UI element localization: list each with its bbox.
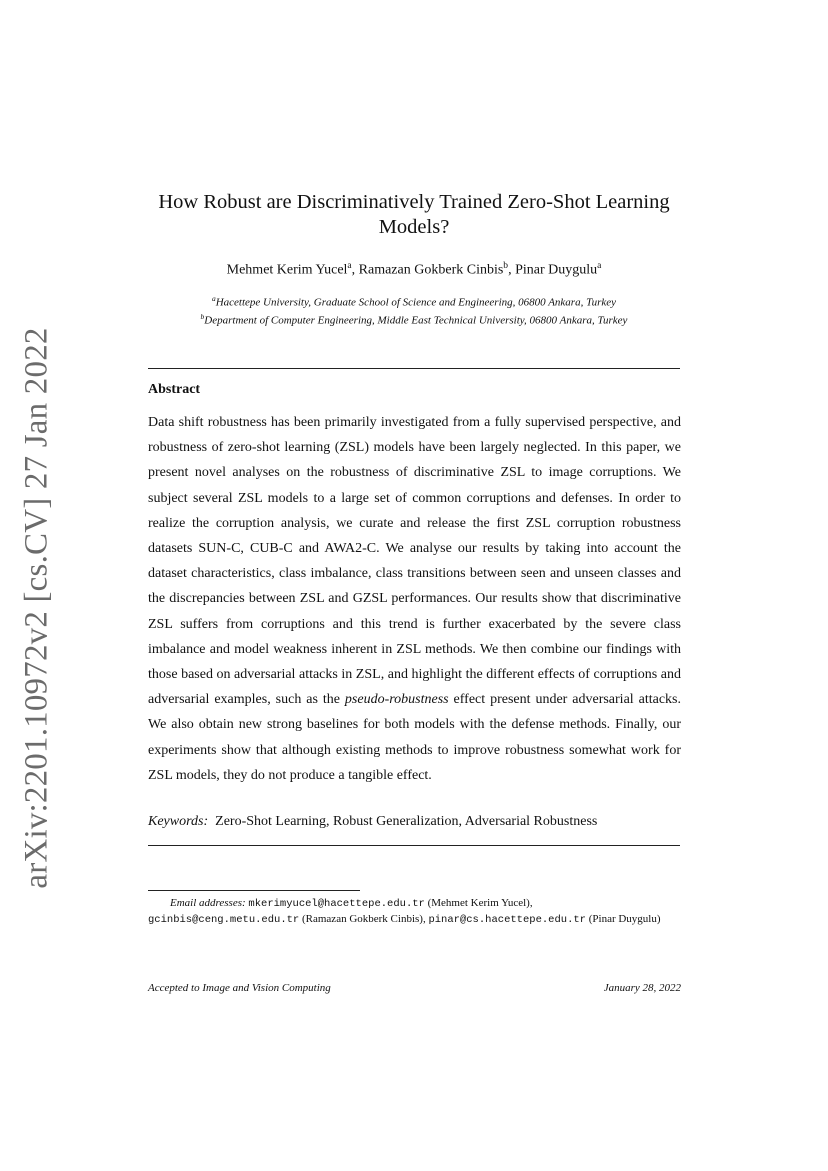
footnote-emails bbox=[148, 896, 681, 927]
keywords-label: Keywords: bbox=[148, 814, 209, 829]
author-separator: , bbox=[351, 262, 359, 278]
affiliation-b bbox=[140, 310, 688, 328]
author-name: Ramazan Gokberk Cinbis bbox=[358, 262, 504, 278]
journal-note: Accepted to Image and Vision Computing bbox=[148, 982, 331, 994]
footnote-line-2 bbox=[148, 912, 681, 928]
affiliation-text: Hacettepe University, Graduate School of Science and Engineering, 06800 Ankara, Turkey bbox=[215, 296, 617, 309]
arxiv-identifier: arXiv:2201.10972v2 [cs.CV] 27 Jan 2022 bbox=[18, 327, 55, 889]
title-line-2: Models? bbox=[378, 216, 450, 238]
email-link[interactable]: mkerimyucel@hacettepe.edu.tr bbox=[248, 898, 425, 910]
author-name: Mehmet Kerim Yucel bbox=[226, 262, 348, 278]
author-separator: , bbox=[508, 262, 516, 278]
abstract-part-2: effect present under adversarial attacks. We also obtain new strong baselines for both models with the defense methods. Finally, our experiments show that although existing methods to improve robustness somewhat work for ZSL models, they do not produce a tangible effect. bbox=[148, 692, 681, 783]
affiliations bbox=[140, 292, 688, 328]
author-affil-mark: a bbox=[597, 261, 602, 271]
abstract-text bbox=[148, 410, 681, 788]
affiliation-mark: b bbox=[200, 312, 205, 322]
keywords-list: Zero-Shot Learning, Robust Generalization, Adversarial Robustness bbox=[215, 814, 598, 829]
email-link[interactable]: pinar@cs.hacettepe.edu.tr bbox=[428, 913, 586, 926]
abstract-heading: Abstract bbox=[148, 382, 201, 397]
footnote-label: Email addresses: bbox=[170, 897, 246, 909]
author-affil-mark: a bbox=[347, 261, 352, 271]
email-link[interactable]: gcinbis@ceng.metu.edu.tr bbox=[148, 913, 300, 926]
footnote-rule bbox=[148, 890, 360, 891]
preprint-date: January 28, 2022 bbox=[603, 982, 681, 994]
affiliation-text: Department of Computer Engineering, Middle East Technical University, 06800 Ankara, Turkey bbox=[204, 314, 628, 327]
abstract-bottom-rule bbox=[148, 845, 680, 846]
abstract-part-1: Data shift robustness has been primarily investigated from a fully supervised perspective, and robustness of zero-shot learning (ZSL) models have been largely neglected. In this paper, we present novel analyses on the robustness of discriminative ZSL to image corruptions. We subject several ZSL models to a large set of common corruptions and defenses. In order to realize the corruption analysis, we curate and release the first ZSL corruption robustness datasets SUN-C, CUB-C and AWA2-C. We analyse our results by taking into account the dataset characteristics, class imbalance, class transitions between seen and unseen classes and the discrepancies between ZSL and GZSL performances. Our results show that discriminative ZSL suffers from corruptions and this trend is further exacerbated by the severe class imbalance and model weakness inherent in ZSL methods. We then combine our findings with those based on adversarial attacks in ZSL, and highlight the different effects of corruptions and adversarial examples, such as the bbox=[148, 415, 681, 708]
abstract-top-rule bbox=[148, 368, 680, 369]
affiliation-a bbox=[140, 292, 688, 310]
title-line-1: How Robust are Discriminatively Trained Zero-Shot Learning bbox=[158, 191, 670, 213]
author-affil-mark: b bbox=[503, 261, 509, 271]
email-owner: (Ramazan Gokberk Cinbis), bbox=[301, 912, 426, 925]
affiliation-mark: a bbox=[211, 294, 216, 303]
author-list bbox=[140, 261, 688, 279]
abstract-emphasis: pseudo-robustness bbox=[344, 692, 449, 708]
author-name: Pinar Duygulu bbox=[515, 262, 598, 278]
paper-title bbox=[140, 190, 688, 240]
email-owner: (Mehmet Kerim Yucel), bbox=[427, 897, 533, 909]
footnote-line-1 bbox=[148, 896, 681, 912]
email-owner: (Pinar Duygulu) bbox=[588, 912, 661, 925]
keywords bbox=[148, 814, 681, 830]
